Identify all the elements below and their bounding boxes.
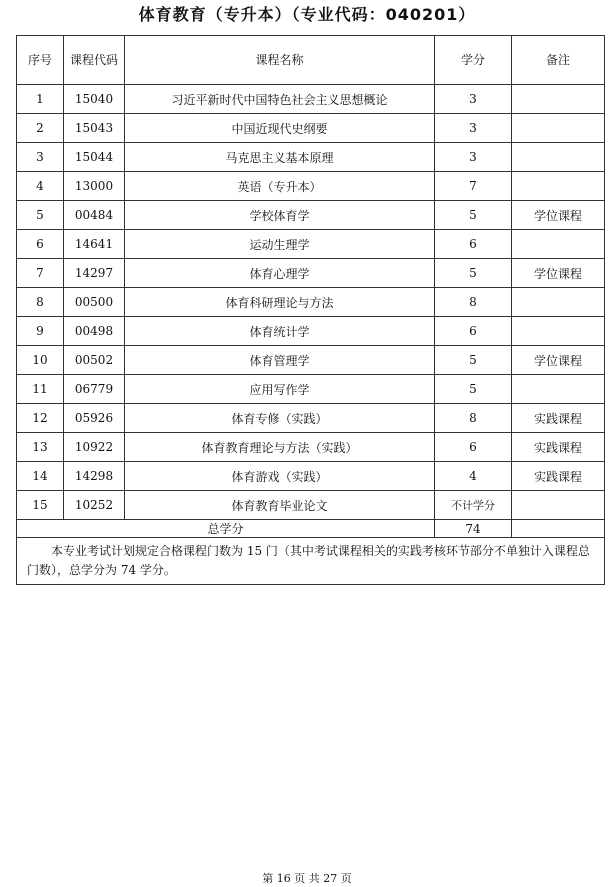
cell-note	[512, 317, 605, 346]
plan-note: 本专业考试计划规定合格课程门数为 15 门（其中考试课程相关的实践考核环节部分不单独计入课程总门数），总学分为 74 学分。	[17, 538, 605, 585]
cell-index: 1	[17, 85, 64, 114]
cell-note: 学位课程	[512, 346, 605, 375]
cell-name: 英语（专升本）	[125, 172, 435, 201]
cell-note: 实践课程	[512, 404, 605, 433]
cell-note: 学位课程	[512, 201, 605, 230]
cell-credit: 6	[435, 433, 512, 462]
cell-code: 13000	[64, 172, 125, 201]
cell-code: 15040	[64, 85, 125, 114]
cell-name: 应用写作学	[125, 375, 435, 404]
course-table	[16, 35, 605, 585]
cell-code: 00500	[64, 288, 125, 317]
cell-name: 学校体育学	[125, 201, 435, 230]
cell-name: 中国近现代史纲要	[125, 114, 435, 143]
header-index: 序号	[17, 36, 64, 85]
cell-name: 体育游戏（实践）	[125, 462, 435, 491]
cell-note	[512, 288, 605, 317]
total-note-cell	[512, 520, 605, 538]
cell-name: 体育教育理论与方法（实践）	[125, 433, 435, 462]
cell-credit: 4	[435, 462, 512, 491]
cell-name: 习近平新时代中国特色社会主义思想概论	[125, 85, 435, 114]
cell-index: 15	[17, 491, 64, 520]
cell-index: 13	[17, 433, 64, 462]
cell-index: 9	[17, 317, 64, 346]
cell-index: 7	[17, 259, 64, 288]
cell-code: 10922	[64, 433, 125, 462]
table-body	[17, 85, 605, 520]
table-row	[17, 404, 605, 433]
cell-note	[512, 114, 605, 143]
cell-credit: 5	[435, 375, 512, 404]
cell-code: 00498	[64, 317, 125, 346]
cell-index: 5	[17, 201, 64, 230]
table-row	[17, 201, 605, 230]
table-row	[17, 462, 605, 491]
cell-credit: 7	[435, 172, 512, 201]
cell-name: 体育教育毕业论文	[125, 491, 435, 520]
table-row	[17, 433, 605, 462]
cell-code: 00484	[64, 201, 125, 230]
cell-name: 体育科研理论与方法	[125, 288, 435, 317]
cell-credit: 不计学分	[435, 491, 512, 520]
cell-index: 2	[17, 114, 64, 143]
cell-name: 体育统计学	[125, 317, 435, 346]
cell-credit: 3	[435, 143, 512, 172]
cell-note	[512, 375, 605, 404]
table-row	[17, 85, 605, 114]
header-name: 课程名称	[125, 36, 435, 85]
header-note: 备注	[512, 36, 605, 85]
header-credit: 学分	[435, 36, 512, 85]
cell-code: 14297	[64, 259, 125, 288]
cell-index: 11	[17, 375, 64, 404]
cell-credit: 5	[435, 259, 512, 288]
cell-credit: 8	[435, 288, 512, 317]
cell-code: 06779	[64, 375, 125, 404]
cell-code: 00502	[64, 346, 125, 375]
cell-note	[512, 143, 605, 172]
table-row	[17, 230, 605, 259]
total-label: 总学分	[17, 520, 435, 538]
cell-note	[512, 85, 605, 114]
cell-credit: 3	[435, 114, 512, 143]
cell-credit: 3	[435, 85, 512, 114]
cell-note	[512, 230, 605, 259]
total-value: 74	[435, 520, 512, 538]
cell-code: 05926	[64, 404, 125, 433]
cell-name: 体育心理学	[125, 259, 435, 288]
cell-name: 运动生理学	[125, 230, 435, 259]
table-row	[17, 172, 605, 201]
cell-credit: 5	[435, 201, 512, 230]
note-row	[17, 538, 605, 585]
table-row	[17, 259, 605, 288]
cell-code: 10252	[64, 491, 125, 520]
cell-name: 体育专修（实践）	[125, 404, 435, 433]
cell-credit: 5	[435, 346, 512, 375]
cell-index: 12	[17, 404, 64, 433]
cell-index: 3	[17, 143, 64, 172]
cell-code: 14298	[64, 462, 125, 491]
cell-code: 14641	[64, 230, 125, 259]
table-row	[17, 317, 605, 346]
page-title: 体育教育（专升本）（专业代码：040201）	[138, 5, 476, 24]
total-row	[17, 520, 605, 538]
cell-name: 马克思主义基本原理	[125, 143, 435, 172]
table-header-row	[17, 36, 605, 85]
cell-index: 14	[17, 462, 64, 491]
cell-index: 8	[17, 288, 64, 317]
header-code: 课程代码	[64, 36, 125, 85]
table-row	[17, 375, 605, 404]
cell-credit: 8	[435, 404, 512, 433]
table-row	[17, 288, 605, 317]
cell-note	[512, 172, 605, 201]
cell-note: 学位课程	[512, 259, 605, 288]
table-row	[17, 491, 605, 520]
cell-note	[512, 491, 605, 520]
cell-note: 实践课程	[512, 462, 605, 491]
page-number: 第 16 页 共 27 页	[262, 872, 352, 885]
cell-code: 15043	[64, 114, 125, 143]
cell-index: 10	[17, 346, 64, 375]
cell-credit: 6	[435, 230, 512, 259]
cell-credit: 6	[435, 317, 512, 346]
table-row	[17, 114, 605, 143]
table-row	[17, 346, 605, 375]
cell-index: 4	[17, 172, 64, 201]
cell-code: 15044	[64, 143, 125, 172]
table-row	[17, 143, 605, 172]
cell-note: 实践课程	[512, 433, 605, 462]
cell-index: 6	[17, 230, 64, 259]
cell-name: 体育管理学	[125, 346, 435, 375]
